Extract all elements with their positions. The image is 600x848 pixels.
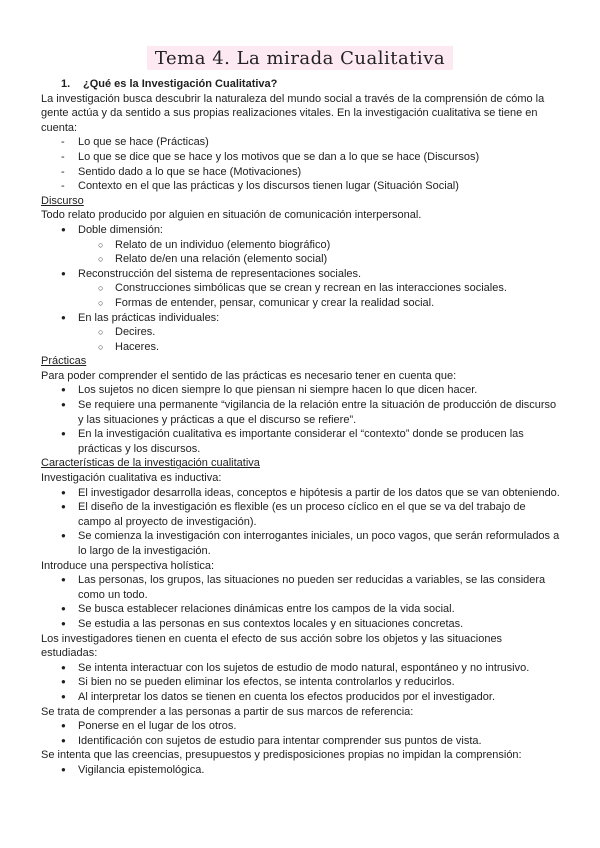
intro-paragraph: La investigación busca descubrir la naturaleza del mundo social a través de la comprensión de cómo la gente actúa y da sentido a sus propias realizaciones vitales. En la investigación cualitativa se tiene en cuenta: (41, 92, 545, 134)
bullet-item: ● Ponerse en el lugar de los otros. (41, 719, 561, 734)
bullet-item: ● Vigilancia epistemológica. (41, 763, 561, 778)
group-intro: Introduce una perspectiva holística: (41, 559, 215, 572)
group-intro: Investigación cualitativa es inductiva: (41, 472, 222, 485)
list-item: - Lo que se dice que se hace y los motivos que se dan a lo que se hace (Discursos) (41, 150, 561, 165)
bullet-item: ● Se busca establecer relaciones dinámicas entre los campos de la vida social. (41, 602, 561, 617)
sub-bullet-item: ○ Decires. (41, 325, 561, 340)
bullet-item: ● Se requiere una permanente “vigilancia de la relación entre la situación de producción de discurso y las situaciones y prácticas a que el discurso se refiere”. (41, 398, 561, 427)
sub-bullet-item: ○ Relato de/en una relación (elemento social) (41, 252, 561, 267)
title-wrap (0, 46, 600, 70)
discurso-heading: Discurso (41, 194, 84, 207)
page-title: Tema 4. La mirada Cualitativa (147, 46, 453, 70)
document-body (41, 77, 561, 778)
list-item: - Sentido dado a lo que se hace (Motivaciones) (41, 165, 561, 180)
bullet-item: ● Se comienza la investigación con interrogantes iniciales, un poco vagos, que serán reformulados a lo largo de la investigación. (41, 529, 561, 558)
bullet-item: ● Se estudia a las personas en sus contextos locales y en situaciones concretas. (41, 617, 561, 632)
bullet-item: ● Si bien no se pueden eliminar los efectos, se intenta controlarlos y reducirlos. (41, 675, 561, 690)
bullet-item: ● Identificación con sujetos de estudio para intentar comprender sus puntos de vista. (41, 734, 561, 749)
bullet-item: ● Las personas, los grupos, las situaciones no pueden ser reducidas a variables, se las considera como un todo. (41, 573, 561, 602)
heading-number: 1. (61, 78, 71, 90)
section-heading-1 (41, 77, 561, 92)
heading-text: ¿Qué es la Investigación Cualitativa? (83, 78, 278, 90)
bullet-item: ● El diseño de la investigación es flexible (es un proceso cíclico en el que se va del trabajo de campo al proyecto de investigación). (41, 500, 561, 529)
sub-bullet-item: ○ Relato de un individuo (elemento biográfico) (41, 238, 561, 253)
sub-bullet-item: ○ Haceres. (41, 340, 561, 355)
bullet-item: ● En la investigación cualitativa es importante considerar el “contexto” donde se producen las prácticas y los discursos. (41, 427, 561, 456)
sub-bullet-item: ○ Formas de entender, pensar, comunicar y crear la realidad social. (41, 296, 561, 311)
bullet-item: ● Reconstrucción del sistema de representaciones sociales. (41, 267, 561, 282)
list-item: - Contexto en el que las prácticas y los discursos tienen lugar (Situación Social) (41, 179, 561, 194)
practicas-heading: Prácticas (41, 355, 87, 368)
group-intro: Se trata de comprender a las personas a partir de sus marcos de referencia: (41, 705, 414, 718)
sub-bullet-item: ○ Construcciones simbólicas que se crean y recrean en las interacciones sociales. (41, 281, 561, 296)
list-item: - Lo que se hace (Prácticas) (41, 135, 561, 150)
bullet-item: ● Doble dimensión: (41, 223, 561, 238)
caracteristicas-heading: Características de la investigación cualitativa (41, 457, 260, 470)
bullet-item: ● Se intenta interactuar con los sujetos de estudio de modo natural, espontáneo y no intrusivo. (41, 661, 561, 676)
group-intro: Los investigadores tienen en cuenta el efecto de sus acción sobre los objetos y las situaciones estudiadas: (41, 632, 503, 660)
bullet-item: ● En las prácticas individuales: (41, 311, 561, 326)
bullet-item: ● Al interpretar los datos se tienen en cuenta los efectos producidos por el investigador. (41, 690, 561, 705)
group-intro: Se intenta que las creencias, presupuestos y predisposiciones propias no impidan la comprensión: (41, 749, 522, 762)
discurso-text: Todo relato producido por alguien en situación de comunicación interpersonal. (41, 209, 422, 222)
practicas-text: Para poder comprender el sentido de las prácticas es necesario tener en cuenta que: (41, 369, 457, 382)
bullet-item: ● Los sujetos no dicen siempre lo que piensan ni siempre hacen lo que dicen hacer. (41, 383, 561, 398)
bullet-item: ● El investigador desarrolla ideas, conceptos e hipótesis a partir de los datos que se van obteniendo. (41, 486, 561, 501)
